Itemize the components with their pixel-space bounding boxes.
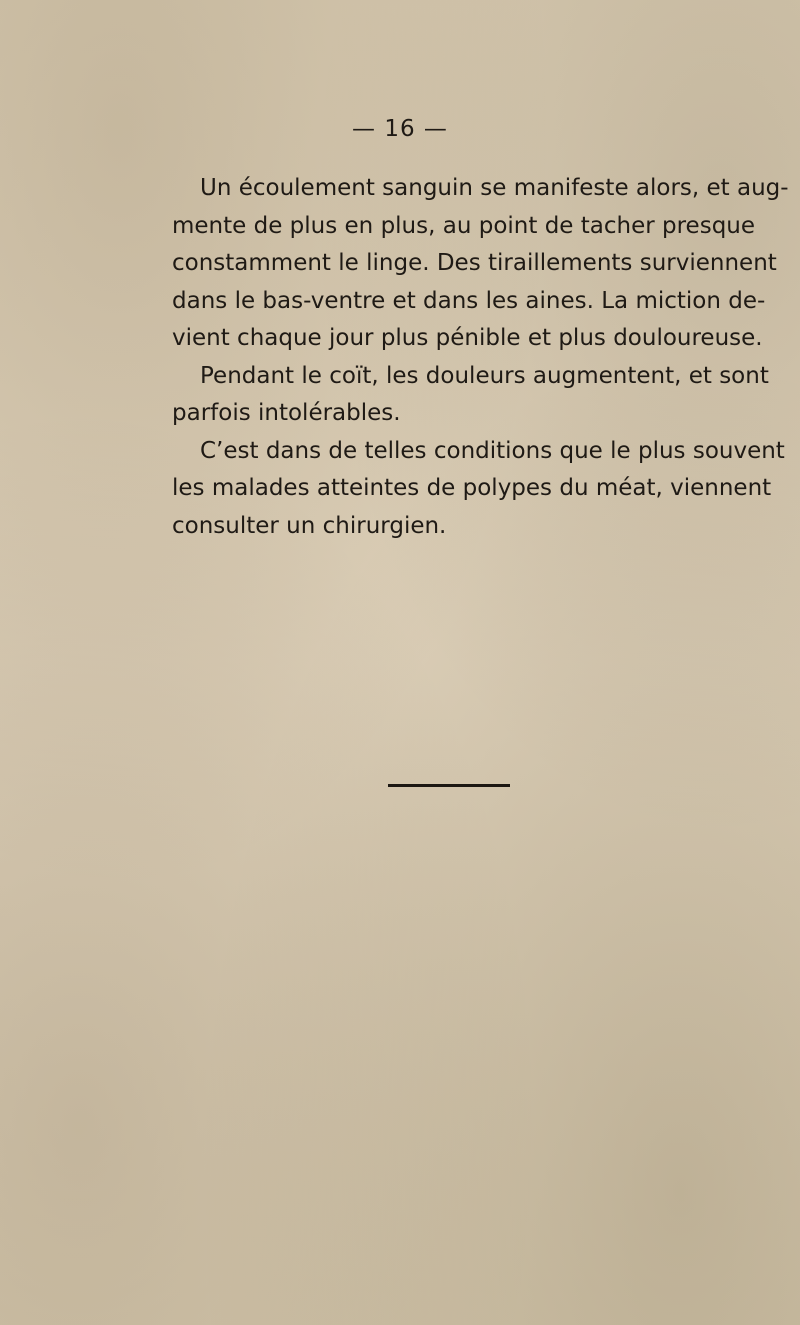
body-text xyxy=(172,170,789,545)
text-line: C’est dans de telles conditions que le plus souvent xyxy=(200,437,785,464)
text-line: constamment le linge. Des tiraillements surviennent xyxy=(172,250,777,276)
text-line: vient chaque jour plus pénible et plus douloureuse. xyxy=(172,325,763,351)
text-line: parfois intolérables. xyxy=(172,400,401,426)
section-divider-rule xyxy=(388,784,510,787)
text-line: les malades atteintes de polypes du méat, viennent xyxy=(172,475,772,501)
page-number: — 16 — xyxy=(352,116,448,142)
text-line: dans le bas-ventre et dans les aines. La miction de- xyxy=(172,287,766,314)
text-line: mente de plus en plus, au point de tacher presque xyxy=(172,212,756,239)
text-line: Pendant le coït, les douleurs augmentent, et sont xyxy=(200,362,769,389)
text-line: Un écoulement sanguin se manifeste alors, et aug- xyxy=(200,175,789,201)
text-line: consulter un chirurgien. xyxy=(172,512,447,539)
